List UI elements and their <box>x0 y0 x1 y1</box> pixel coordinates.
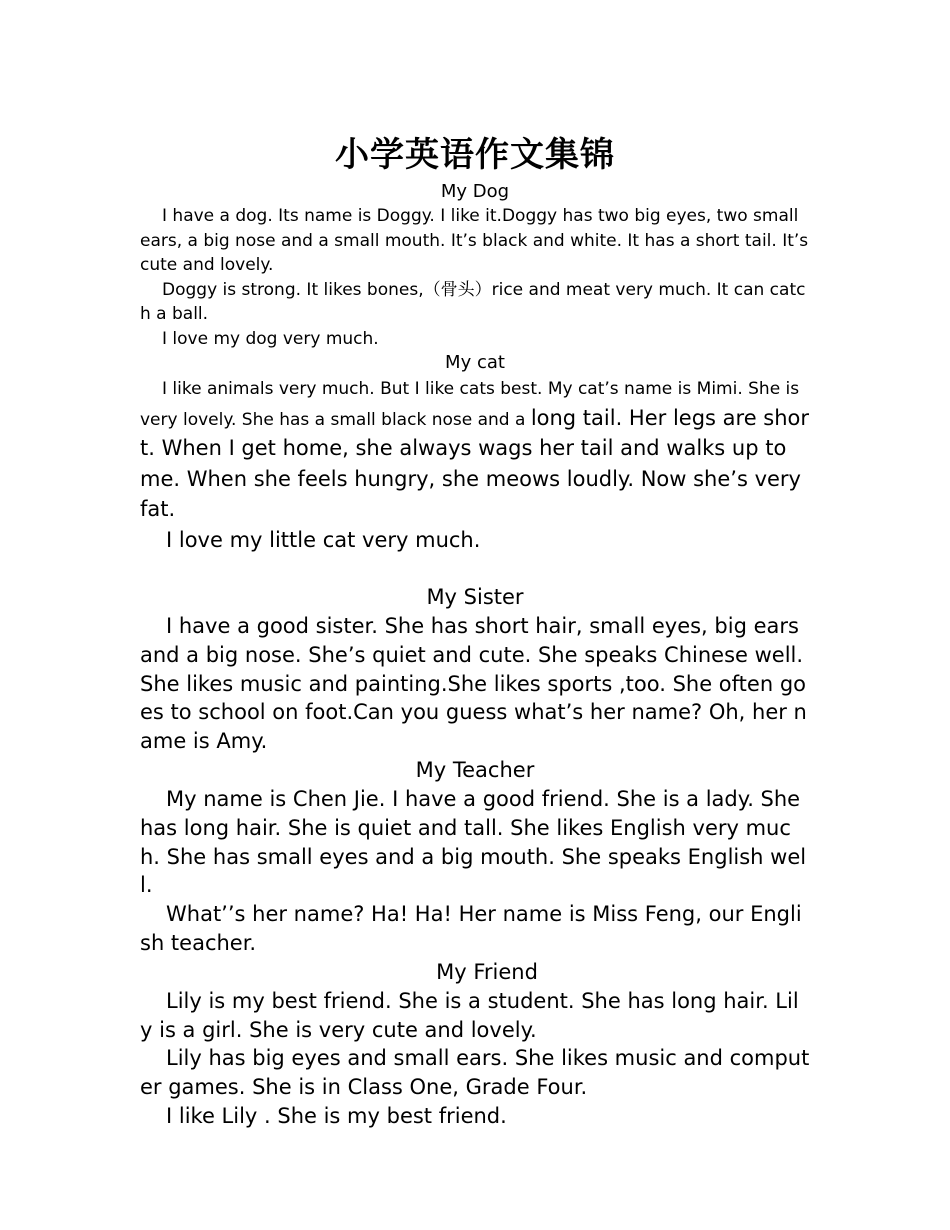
essay-heading: My Teacher <box>415 758 535 783</box>
essay-paragraph: My name is Chen Jie. I have a good friend. She is a lady. She has long hair. She is quiet and tall. She likes English very much. She has small eyes and a big mouth. She speaks English well. <box>140 787 807 898</box>
document-title: 小学英语作文集锦 <box>335 135 615 175</box>
essay-my-friend <box>140 958 810 1131</box>
essay-paragraph <box>140 375 810 526</box>
essay-paragraph: Lily has big eyes and small ears. She likes music and computer games. She is in Class One, Grade Four. <box>140 1046 810 1100</box>
essay-my-dog <box>140 180 810 351</box>
essay-heading: My Dog <box>440 181 510 202</box>
essay-text-large: long tail. Her legs are short. When I get home, she always wags her tail and walks up to me. When she feels hungry, she meows loudly. Now she’s very fat. <box>140 405 810 521</box>
essay-paragraph: I have a good sister. She has short hair, small eyes, big ears and a big nose. She’s quiet and cute. She speaks Chinese well. She likes music and painting.She likes sports ,too. She often goes to school on foot.Can you guess what’s her name? Oh, her name is Amy. <box>140 614 807 754</box>
essay-paragraph: Lily is my best friend. She is a student. She has long hair. Lily is a girl. She is very cute and lovely. <box>140 988 799 1042</box>
essay-my-teacher <box>140 756 810 958</box>
essay-paragraph: Doggy is strong. It likes bones,（骨头）rice and meat very much. It can catch a ball. <box>140 279 806 324</box>
blank-line <box>140 554 810 583</box>
essay-heading: My cat <box>445 352 505 373</box>
essay-text-small: I like animals very much. But I like cats best. My cat’s name is Mimi. She is very lovely. She has a small black nose and a <box>140 379 800 430</box>
essay-my-cat <box>140 351 810 554</box>
essay-paragraph: I love my little cat very much. <box>166 527 481 552</box>
document-page <box>140 130 810 1131</box>
essay-paragraph: I like Lily . She is my best friend. <box>166 1104 507 1129</box>
essay-paragraph: What’’s her name? Ha! Ha! Her name is Miss Feng, our English teacher. <box>140 902 802 956</box>
essay-heading: My Sister <box>426 585 524 610</box>
essay-my-sister <box>140 583 810 756</box>
essay-heading: My Friend <box>436 959 538 984</box>
essay-paragraph: I have a dog. Its name is Doggy. I like it.Doggy has two big eyes, two small ears, a big nose and a small mouth. It’s black and white. It has a short tail. It’s cute and lovely. <box>140 206 809 275</box>
essay-paragraph: I love my dog very much. <box>162 328 379 349</box>
